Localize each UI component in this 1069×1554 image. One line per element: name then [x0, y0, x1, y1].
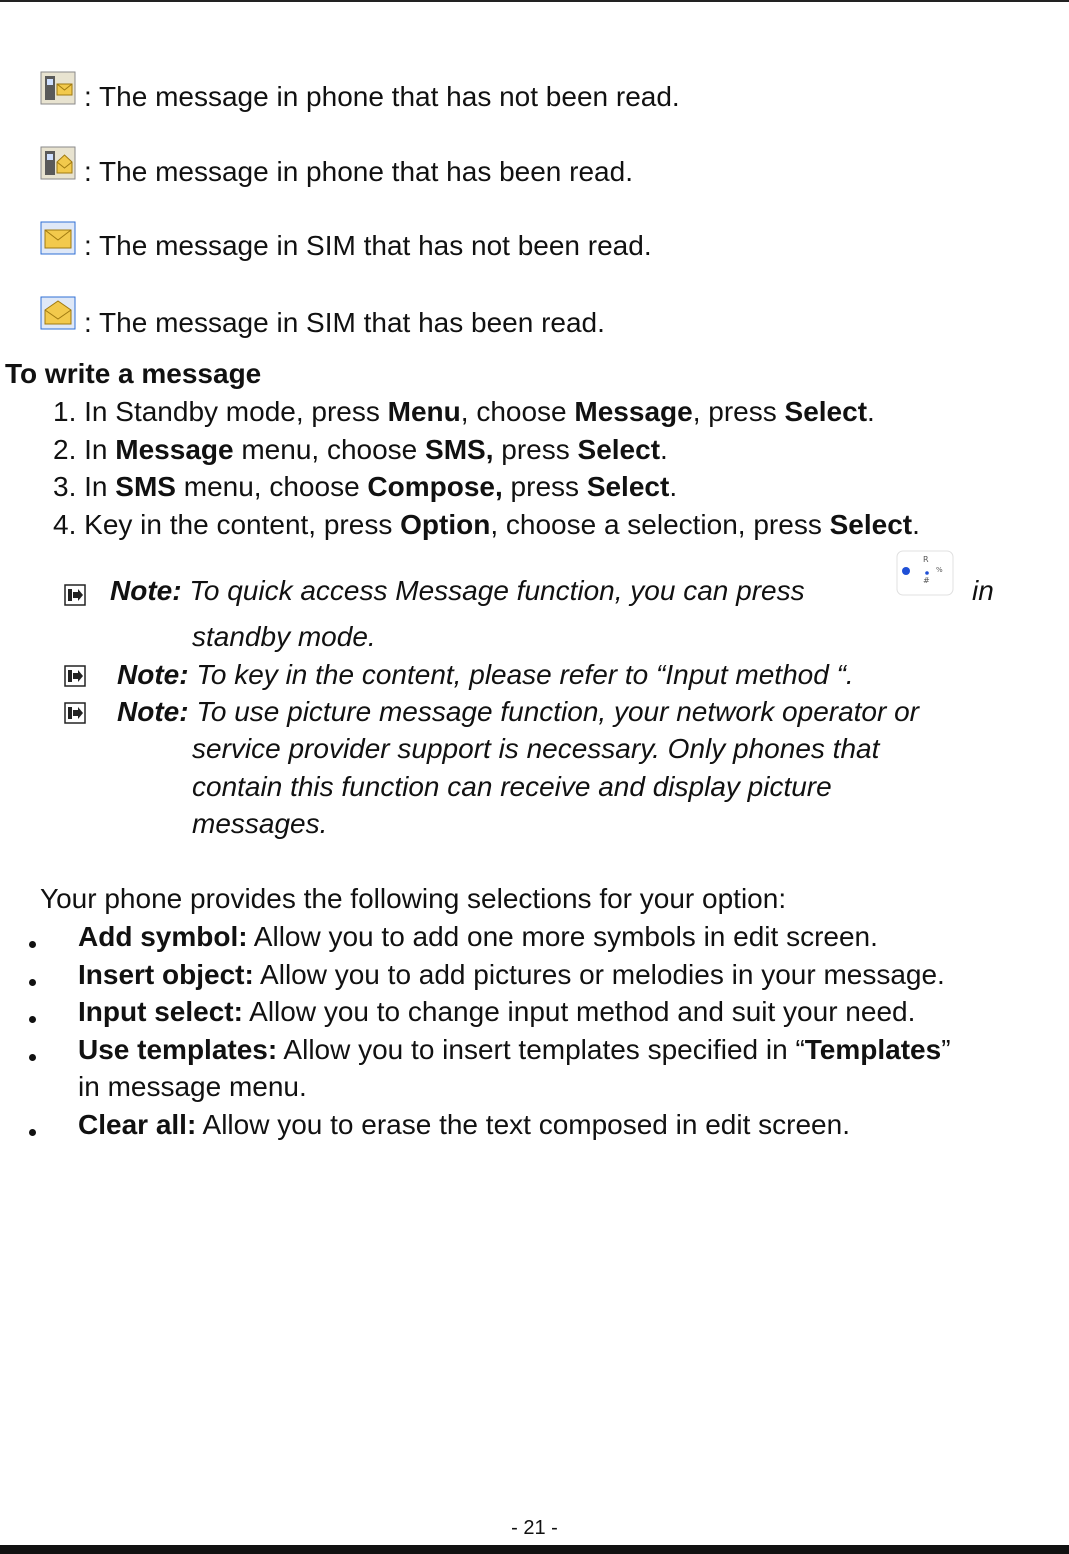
option-add-symbol: Add symbol: Allow you to add one more symbols in edit screen. [78, 921, 878, 952]
note-1-line-1-end: in [972, 575, 994, 606]
sim-read-message-icon [40, 296, 76, 330]
note-3-line-2: service provider support is necessary. Only phones that [192, 733, 880, 764]
note-icon [64, 702, 86, 724]
legend-text-1: : The message in phone that has not been read. [84, 81, 680, 112]
note-2: Note: To key in the content, please refer to “Input method “. [117, 659, 854, 690]
option-clear-all: Clear all: Allow you to erase the text composed in edit screen. [78, 1109, 850, 1140]
section-title: To write a message [5, 358, 262, 389]
page-number: - 21 - [511, 1517, 558, 1539]
legend-text-4: : The message in SIM that has been read. [84, 307, 605, 338]
bullet [29, 1016, 36, 1023]
svg-text:#: # [923, 576, 930, 585]
sim-unread-message-icon [40, 221, 76, 255]
options-intro: Your phone provides the following selections for your option: [40, 883, 787, 914]
navigation-key-icon [896, 550, 954, 596]
note-3-line-1: Note: To use picture message function, your network operator or [117, 696, 920, 727]
option-use-templates-cont: in message menu. [78, 1071, 307, 1102]
note-icon [64, 584, 86, 606]
bullet [29, 1054, 36, 1061]
phone-read-message-icon [40, 146, 76, 180]
bullet [29, 1129, 36, 1136]
note-1-line-2: standby mode. [192, 621, 376, 652]
step-2: 2. In Message menu, choose SMS, press Select. [53, 434, 668, 465]
legend-text-2: : The message in phone that has been read. [84, 156, 633, 187]
svg-text:R: R [923, 555, 929, 564]
note-3-line-4: messages. [192, 808, 328, 839]
bottom-rule [0, 1545, 1069, 1554]
step-1: 1. In Standby mode, press Menu, choose Message, press Select. [53, 396, 875, 427]
note-icon [64, 665, 86, 687]
top-rule [0, 0, 1069, 2]
note-1-line-1: Note: To quick access Message function, you can press [110, 575, 805, 606]
option-use-templates: Use templates: Allow you to insert templates specified in “Templates” [78, 1034, 951, 1065]
svg-text:%: % [936, 566, 943, 574]
option-insert-object: Insert object: Allow you to add pictures or melodies in your message. [78, 959, 945, 990]
option-input-select: Input select: Allow you to change input method and suit your need. [78, 996, 916, 1027]
bullet [29, 941, 36, 948]
note-3-line-3: contain this function can receive and display picture [192, 771, 832, 802]
step-3: 3. In SMS menu, choose Compose, press Select. [53, 471, 678, 502]
phone-unread-message-icon [40, 71, 76, 105]
legend-text-3: : The message in SIM that has not been read. [84, 230, 652, 261]
bullet [29, 979, 36, 986]
step-4: 4. Key in the content, press Option, choose a selection, press Select. [53, 509, 920, 540]
